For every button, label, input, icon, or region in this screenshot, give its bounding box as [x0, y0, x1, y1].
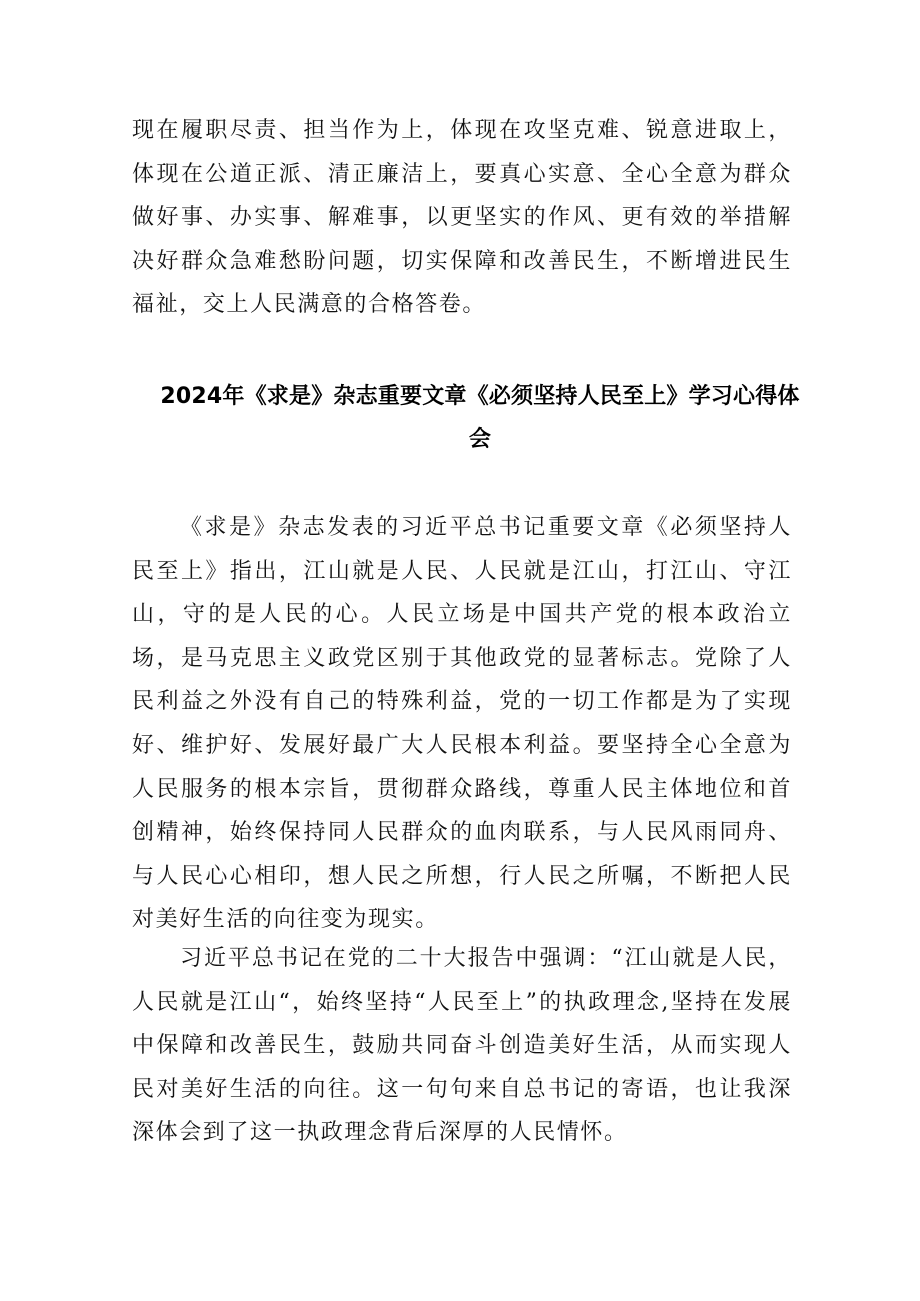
body-paragraph: 《求是》杂志发表的习近平总书记重要文章《必须坚持人民至上》指出，江山就是人民、人民就是江山，打江山、守江山，守的是人民的心。人民立场是中国共产党的根本政治立场，是马克思主义政党区别于其他政党的显著标志。党除了人民利益之外没有自己的特殊利益，党的一切工作都是为了实现好、维护好、发展好最广大人民根本利益。要坚持全心全意为人民服务的根本宗旨，贯彻群众路线，尊重人民主体地位和首创精神，始终保持同人民群众的血肉联系，与人民风雨同舟、与人民心心相印，想人民之所想，行人民之所嘱，不断把人民对美好生活的向往变为现实。 [132, 515, 792, 933]
continuation-paragraph: 现在履职尽责、担当作为上，体现在攻坚克难、锐意进取上，体现在公道正派、清正廉洁上，要真心实意、全心全意为群众做好事、办实事、解难事，以更坚实的作风、更有效的举措解决好群众急难愁盼问题，切实保障和改善民生，不断增进民生福祉，交上人民满意的合格答卷。 [132, 118, 792, 318]
body-paragraph: 习近平总书记在党的二十大报告中强调：“江山就是人民，人民就是江山“，始终坚持“人民至上”的执政理念,坚持在发展中保障和改善民生，鼓励共同奋斗创造美好生活，从而实现人民对美好生活的向往。这一句句来自总书记的寄语，也让我深深体会到了这一执政理念背后深厚的人民情怀。 [132, 946, 792, 1146]
section-title: 2024年《求是》杂志重要文章《必须坚持人民至上》学习心得体会 [160, 384, 800, 452]
